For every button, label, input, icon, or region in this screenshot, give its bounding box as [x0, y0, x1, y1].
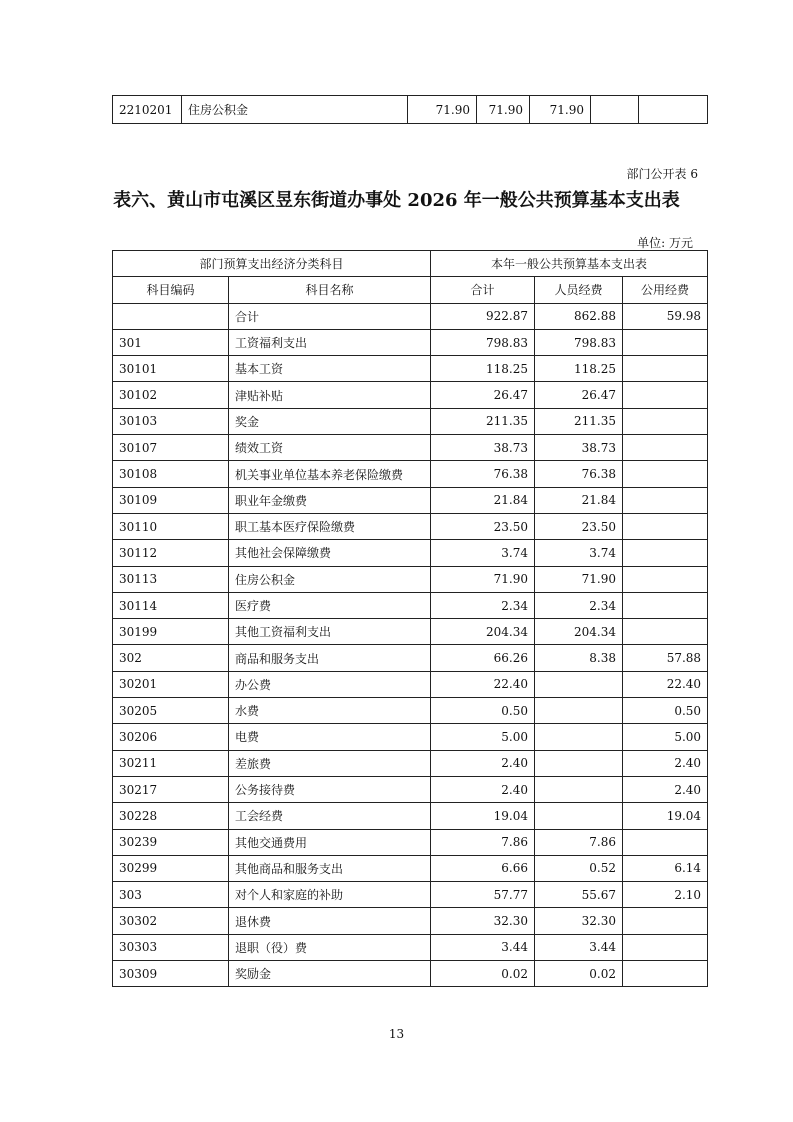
table-row: [113, 698, 708, 724]
cell-code: 30108: [113, 461, 229, 487]
table-row: [113, 619, 708, 645]
cell-code: 30211: [113, 750, 229, 776]
cell-code: 30110: [113, 513, 229, 539]
table-body: [113, 303, 708, 987]
cell-personnel: 862.88: [535, 303, 623, 329]
cell-code: 30302: [113, 908, 229, 934]
cell-name: 电费: [229, 724, 431, 750]
cell-public: 59.98: [623, 303, 708, 329]
cell-total: 32.30: [431, 908, 535, 934]
cell-code: 302: [113, 645, 229, 671]
cell-name: 其他工资福利支出: [229, 619, 431, 645]
cell-total: 922.87: [431, 303, 535, 329]
header-total: 合计: [431, 277, 535, 303]
cell-personnel: 0.02: [535, 961, 623, 987]
previous-table-fragment: [112, 95, 708, 124]
cell-total: 2.40: [431, 750, 535, 776]
cell-personnel: [535, 671, 623, 697]
table-row: [113, 961, 708, 987]
cell-total: 23.50: [431, 513, 535, 539]
cell-code: [113, 303, 229, 329]
cell-value: [639, 96, 708, 124]
cell-code: 30228: [113, 803, 229, 829]
cell-code: 30239: [113, 829, 229, 855]
cell-total: 66.26: [431, 645, 535, 671]
cell-name: 退休费: [229, 908, 431, 934]
cell-personnel: 38.73: [535, 435, 623, 461]
cell-name: 商品和服务支出: [229, 645, 431, 671]
cell-personnel: 76.38: [535, 461, 623, 487]
cell-value: 71.90: [477, 96, 530, 124]
cell-total: 798.83: [431, 329, 535, 355]
cell-code: 30102: [113, 382, 229, 408]
cell-code: 30309: [113, 961, 229, 987]
cell-total: 57.77: [431, 882, 535, 908]
cell-total: 71.90: [431, 566, 535, 592]
cell-public: 2.40: [623, 776, 708, 802]
cell-name: 办公费: [229, 671, 431, 697]
header-row: [113, 277, 708, 303]
cell-personnel: 32.30: [535, 908, 623, 934]
cell-name: 机关事业单位基本养老保险缴费: [229, 461, 431, 487]
cell-code: 30114: [113, 592, 229, 618]
cell-code: 301: [113, 329, 229, 355]
cell-personnel: 21.84: [535, 487, 623, 513]
cell-code: 30109: [113, 487, 229, 513]
cell-code: 30113: [113, 566, 229, 592]
cell-name: 公务接待费: [229, 776, 431, 802]
header-code: 科目编码: [113, 277, 229, 303]
cell-name: 对个人和家庭的补助: [229, 882, 431, 908]
cell-personnel: [535, 776, 623, 802]
cell-name: 奖金: [229, 408, 431, 434]
cell-name: 工资福利支出: [229, 329, 431, 355]
cell-total: 204.34: [431, 619, 535, 645]
cell-personnel: 0.52: [535, 855, 623, 881]
cell-name: 合计: [229, 303, 431, 329]
table-row: [113, 803, 708, 829]
cell-total: 3.44: [431, 934, 535, 960]
table-row: [113, 513, 708, 539]
cell-personnel: 7.86: [535, 829, 623, 855]
cell-total: 19.04: [431, 803, 535, 829]
cell-public: [623, 592, 708, 618]
cell-public: 22.40: [623, 671, 708, 697]
cell-total: 5.00: [431, 724, 535, 750]
cell-name: 职工基本医疗保险缴费: [229, 513, 431, 539]
table-row: [113, 96, 708, 124]
table-row: [113, 592, 708, 618]
cell-personnel: 23.50: [535, 513, 623, 539]
table-row: [113, 408, 708, 434]
cell-public: 2.40: [623, 750, 708, 776]
cell-code: 30103: [113, 408, 229, 434]
cell-total: 76.38: [431, 461, 535, 487]
cell-value: [591, 96, 639, 124]
cell-code: 30112: [113, 540, 229, 566]
table-row: [113, 435, 708, 461]
cell-name: 差旅费: [229, 750, 431, 776]
header-group-left: 部门预算支出经济分类科目: [113, 251, 431, 277]
cell-value: 71.90: [530, 96, 591, 124]
cell-code: 30299: [113, 855, 229, 881]
cell-public: [623, 487, 708, 513]
cell-public: 5.00: [623, 724, 708, 750]
table-label: 部门公开表 6: [626, 167, 698, 181]
cell-public: [623, 513, 708, 539]
table-row: [113, 750, 708, 776]
cell-personnel: 118.25: [535, 356, 623, 382]
table-row: [113, 724, 708, 750]
cell-code: 30107: [113, 435, 229, 461]
table-row: [113, 461, 708, 487]
cell-personnel: [535, 724, 623, 750]
cell-public: 6.14: [623, 855, 708, 881]
table-row: [113, 934, 708, 960]
cell-name: 退职（役）费: [229, 934, 431, 960]
cell-total: 7.86: [431, 829, 535, 855]
cell-public: 0.50: [623, 698, 708, 724]
cell-total: 3.74: [431, 540, 535, 566]
cell-personnel: [535, 698, 623, 724]
cell-code: 2210201: [113, 96, 182, 124]
cell-total: 211.35: [431, 408, 535, 434]
header-public: 公用经费: [623, 277, 708, 303]
cell-personnel: [535, 803, 623, 829]
table-row: [113, 356, 708, 382]
table-row: [113, 908, 708, 934]
cell-code: 30217: [113, 776, 229, 802]
cell-personnel: 211.35: [535, 408, 623, 434]
cell-total: 0.02: [431, 961, 535, 987]
cell-name: 住房公积金: [229, 566, 431, 592]
cell-personnel: 26.47: [535, 382, 623, 408]
cell-code: 30205: [113, 698, 229, 724]
cell-name: 工会经费: [229, 803, 431, 829]
cell-public: [623, 566, 708, 592]
cell-code: 30201: [113, 671, 229, 697]
cell-public: [623, 435, 708, 461]
cell-personnel: 2.34: [535, 592, 623, 618]
budget-table: [112, 250, 708, 987]
cell-personnel: 3.44: [535, 934, 623, 960]
cell-public: [623, 540, 708, 566]
cell-personnel: 204.34: [535, 619, 623, 645]
header-name: 科目名称: [229, 277, 431, 303]
table-row: [113, 776, 708, 802]
table-row: [113, 382, 708, 408]
table-row: [113, 882, 708, 908]
cell-public: [623, 961, 708, 987]
cell-personnel: [535, 750, 623, 776]
cell-public: [623, 829, 708, 855]
table-row: [113, 329, 708, 355]
table-row: [113, 645, 708, 671]
cell-name: 奖励金: [229, 961, 431, 987]
cell-public: [623, 461, 708, 487]
cell-name: 水费: [229, 698, 431, 724]
header-group-right: 本年一般公共预算基本支出表: [431, 251, 708, 277]
cell-total: 38.73: [431, 435, 535, 461]
cell-name: 其他社会保障缴费: [229, 540, 431, 566]
cell-total: 2.34: [431, 592, 535, 618]
cell-total: 21.84: [431, 487, 535, 513]
cell-public: [623, 382, 708, 408]
table-row: [113, 855, 708, 881]
page-number: 13: [388, 1027, 405, 1041]
cell-total: 22.40: [431, 671, 535, 697]
cell-personnel: 3.74: [535, 540, 623, 566]
unit-label: 单位: 万元: [637, 236, 693, 250]
cell-name: 医疗费: [229, 592, 431, 618]
table-row: [113, 566, 708, 592]
cell-value: 71.90: [408, 96, 477, 124]
header-personnel: 人员经费: [535, 277, 623, 303]
cell-public: 2.10: [623, 882, 708, 908]
cell-personnel: 71.90: [535, 566, 623, 592]
table-row: [113, 487, 708, 513]
cell-public: 57.88: [623, 645, 708, 671]
cell-personnel: 55.67: [535, 882, 623, 908]
table-row: [113, 303, 708, 329]
cell-name: 职业年金缴费: [229, 487, 431, 513]
cell-code: 30303: [113, 934, 229, 960]
cell-name: 基本工资: [229, 356, 431, 382]
cell-name: 津贴补贴: [229, 382, 431, 408]
cell-public: [623, 329, 708, 355]
cell-public: 19.04: [623, 803, 708, 829]
cell-code: 30101: [113, 356, 229, 382]
table-row: [113, 671, 708, 697]
cell-public: [623, 408, 708, 434]
table-row: [113, 829, 708, 855]
cell-total: 118.25: [431, 356, 535, 382]
cell-name: 其他交通费用: [229, 829, 431, 855]
cell-total: 0.50: [431, 698, 535, 724]
cell-public: [623, 619, 708, 645]
cell-total: 26.47: [431, 382, 535, 408]
cell-personnel: 798.83: [535, 329, 623, 355]
cell-name: 绩效工资: [229, 435, 431, 461]
cell-code: 30206: [113, 724, 229, 750]
header-group-row: [113, 251, 708, 277]
page-title: 表六、黄山市屯溪区昱东街道办事处 2026 年一般公共预算基本支出表: [113, 190, 680, 211]
cell-personnel: 8.38: [535, 645, 623, 671]
cell-public: [623, 908, 708, 934]
cell-total: 6.66: [431, 855, 535, 881]
cell-name: 其他商品和服务支出: [229, 855, 431, 881]
cell-name: 住房公积金: [182, 96, 408, 124]
cell-code: 30199: [113, 619, 229, 645]
cell-total: 2.40: [431, 776, 535, 802]
cell-public: [623, 934, 708, 960]
table-row: [113, 540, 708, 566]
cell-code: 303: [113, 882, 229, 908]
cell-public: [623, 356, 708, 382]
